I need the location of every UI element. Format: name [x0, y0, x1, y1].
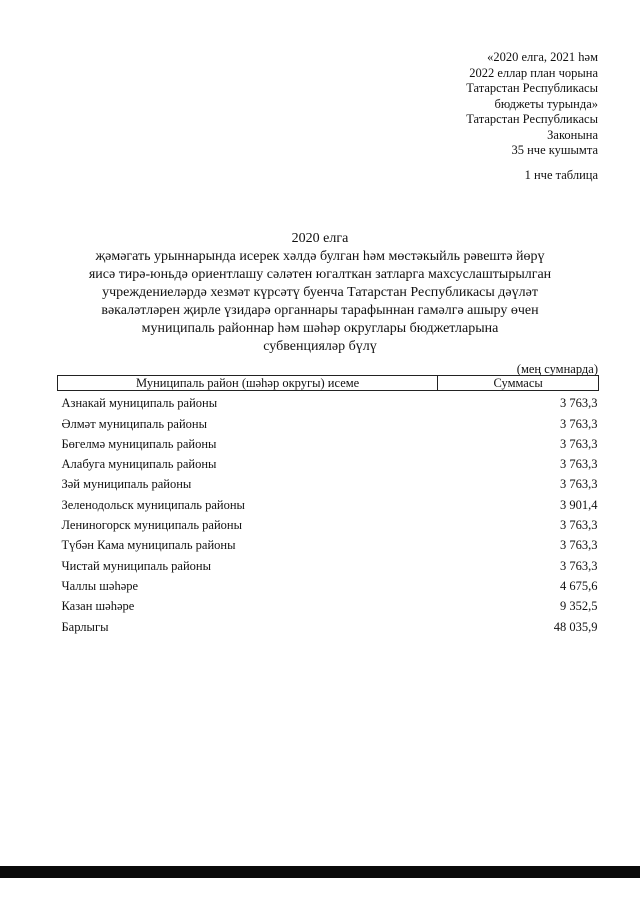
units-label: (мең сумнарда) [516, 362, 598, 376]
total-sum: 48 035,9 [553, 619, 598, 634]
header-note-line: Законына [547, 127, 598, 142]
table-row [58, 594, 599, 614]
title-line: субвенцияләр бүлү [263, 339, 377, 354]
row-name: Зеленодольск муниципаль районы [61, 497, 245, 512]
column-header-sum: Суммасы [438, 376, 599, 391]
row-sum: 3 763,3 [560, 416, 598, 431]
table-row [58, 452, 599, 472]
title-line: яисә тирә-юньдә ориентлашу сәләтен югалткан затларга махсуслаштырылган [88, 267, 552, 282]
title-line: 2020 елга [291, 231, 349, 246]
header-note-line: Татарстан Республикасы [466, 81, 598, 95]
table-row [58, 513, 599, 533]
table-row [58, 391, 599, 412]
row-sum: 3 763,3 [560, 436, 598, 451]
document-title [70, 230, 570, 356]
row-sum: 3 763,3 [560, 477, 598, 492]
row-name: Әлмәт муниципаль районы [61, 416, 207, 431]
row-sum: 9 352,5 [560, 599, 598, 614]
column-header-name: Муниципаль район (шәһәр округы) исеме [58, 376, 438, 391]
row-name: Чаллы шәһәре [61, 578, 139, 593]
row-sum: 3 763,3 [560, 457, 598, 472]
table-number: 1 нче таблица [524, 168, 598, 182]
row-name: Азнакай муниципаль районы [61, 396, 218, 411]
table-row [58, 411, 599, 431]
row-sum: 3 763,3 [560, 558, 598, 573]
header-note-line: 2022 еллар план чорына [469, 65, 598, 80]
row-sum: 3 901,4 [560, 497, 598, 512]
row-name: Бөгелмә муниципаль районы [61, 436, 217, 451]
row-sum: 4 675,6 [560, 578, 598, 593]
header-note-line: бюджеты турында» [494, 96, 598, 111]
table-row [58, 574, 599, 594]
row-sum: 3 763,3 [560, 518, 598, 533]
table-header-row [58, 376, 599, 391]
total-label: Барлыгы [61, 619, 109, 634]
row-name: Түбән Кама муниципаль районы [61, 538, 236, 553]
table-row [58, 533, 599, 553]
header-note [338, 50, 598, 159]
row-name: Алабуга муниципаль районы [61, 457, 217, 472]
header-note-line: 35 нче кушымта [511, 143, 598, 157]
scan-edge-bar [0, 866, 640, 878]
row-name: Чистай муниципаль районы [61, 558, 211, 573]
table-row [58, 492, 599, 512]
header-note-line: Татарстан Республикасы [466, 112, 598, 126]
row-sum: 3 763,3 [560, 396, 598, 411]
table-row [58, 432, 599, 452]
table-row [58, 472, 599, 492]
row-name: Лениногорск муниципаль районы [61, 518, 242, 533]
table-row [58, 553, 599, 573]
header-note-line: «2020 елга, 2021 һәм [487, 50, 598, 64]
title-line: җәмәгать урыннарында исерек хәлдә булган һәм мөстәкыйль рәвештә йөрү [95, 249, 545, 264]
subvention-table [57, 375, 599, 635]
title-line: вәкаләтләрен җирле үзидарә органнары тарафыннан гамәлгә ашыру өчен [101, 303, 539, 318]
row-name: Казан шәһәре [61, 599, 135, 614]
table-total-row [58, 614, 599, 634]
row-name: Зәй муниципаль районы [61, 477, 192, 492]
title-line: учреждениеләрдә хезмәт күрсәтү буенча Татарстан Республикасы дәүләт [102, 285, 538, 300]
title-line: муниципаль районнар һәм шәһәр округлары бюджетларына [141, 321, 499, 336]
row-sum: 3 763,3 [560, 538, 598, 553]
